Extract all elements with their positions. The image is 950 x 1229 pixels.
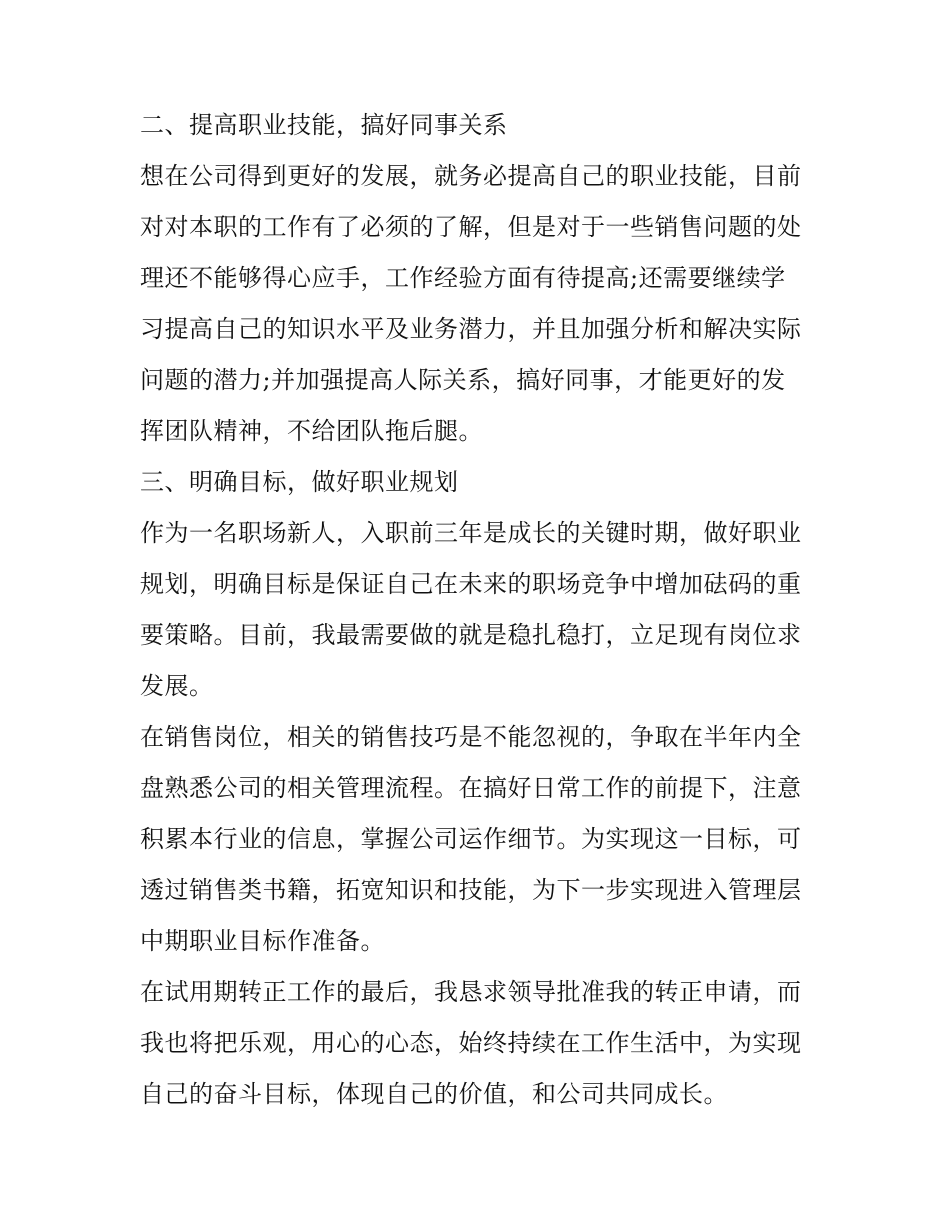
paragraph-line: 理还不能够得心应手，工作经验方面有待提高;还需要继续学: [140, 264, 786, 292]
paragraph-line: 问题的潜力;并加强提高人际关系，搞好同事，才能更好的发: [140, 366, 786, 394]
paragraph-line: 规划，明确目标是保证自己在未来的职场竞争中增加砝码的重: [140, 570, 802, 598]
paragraph-line: 挥团队精神，不给团队拖后腿。: [140, 417, 483, 445]
paragraph-line: 在试用期转正工作的最后，我恳求领导批准我的转正申请，而: [140, 978, 802, 1006]
section-heading-3: 三、明确目标，做好职业规划: [140, 468, 459, 496]
paragraph-line: 我也将把乐观，用心的心态，始终持续在工作生活中，为实现: [140, 1029, 802, 1057]
paragraph-line: 透过销售类书籍，拓宽知识和技能，为下一步实现进入管理层: [140, 876, 802, 904]
paragraph-line: 盘熟悉公司的相关管理流程。在搞好日常工作的前提下，注意: [140, 774, 802, 802]
paragraph-line: 积累本行业的信息，掌握公司运作细节。为实现这一目标，可: [140, 825, 802, 853]
paragraph-line: 发展。: [140, 672, 214, 700]
paragraph-line: 自己的奋斗目标，体现自己的价值，和公司共同成长。: [140, 1080, 728, 1108]
paragraph-line: 习提高自己的知识水平及业务潜力，并且加强分析和解决实际: [140, 315, 802, 343]
document-body: [140, 100, 820, 1120]
paragraph-line: 中期职业目标作准备。: [140, 927, 385, 955]
paragraph-line: 想在公司得到更好的发展，就务必提高自己的职业技能，目前: [140, 162, 802, 190]
section-heading-2: 二、提高职业技能，搞好同事关系: [140, 111, 508, 139]
paragraph-line: 要策略。目前，我最需要做的就是稳扎稳打，立足现有岗位求: [140, 621, 802, 649]
paragraph-line: 对对本职的工作有了必须的了解，但是对于一些销售问题的处: [140, 213, 802, 241]
paragraph-line: 作为一名职场新人，入职前三年是成长的关键时期，做好职业: [140, 519, 802, 547]
paragraph-line: 在销售岗位，相关的销售技巧是不能忽视的，争取在半年内全: [140, 723, 802, 751]
